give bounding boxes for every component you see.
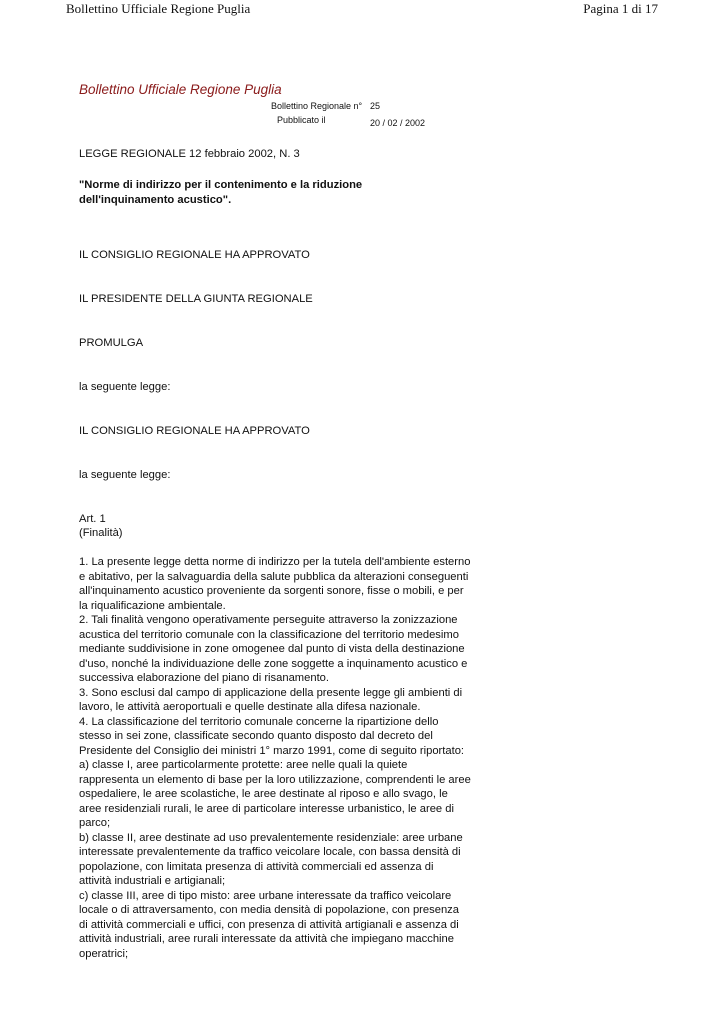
article-line: c) classe III, aree di tipo misto: aree urbane interessate da traffico veicolare <box>79 889 452 902</box>
article-line: locale o di attraversamento, con media densità di popolazione, con presenza <box>79 904 459 916</box>
article-line: popolazione, con limitata presenza di attività commerciali ed assenza di <box>79 860 434 873</box>
preamble-president: IL PRESIDENTE DELLA GIUNTA REGIONALE <box>79 293 313 305</box>
article-line: aree residenziali rurali, le aree di particolare interesse urbanistico, le aree di <box>79 802 454 815</box>
article-line: 3. Sono esclusi dal campo di applicazione della presente legge gli ambienti di <box>79 686 463 699</box>
article-line: b) classe II, aree destinate ad uso prevalentemente residenziale: aree urbane <box>79 831 463 844</box>
article-line: all'inquinamento acustico proveniente da sorgenti sonore, fisse o mobili, e per <box>79 585 464 597</box>
article-line: acustica del territorio comunale con la classificazione del territorio medesimo <box>79 628 459 641</box>
article-line: 4. La classificazione del territorio comunale concerne la ripartizione dello <box>79 715 439 728</box>
article-line: successiva elaborazione del piano di risanamento. <box>79 672 330 684</box>
article-body <box>79 555 484 961</box>
article-line: interessate prevalentemente da traffico veicolare locale, con bassa densità di <box>79 846 461 858</box>
article-line: attività industriali, aree rurali interessate da attività che impiegano macchine <box>79 933 454 945</box>
preamble-following-law-2: la seguente legge: <box>79 469 171 481</box>
document-body <box>79 82 489 961</box>
print-header <box>0 0 724 20</box>
bulletin-number-value: 25 <box>370 101 381 111</box>
article-heading: (Finalità) <box>79 527 123 539</box>
article-line: d'uso, nonché la individuazione delle zone soggette a inquinamento acustico e <box>79 657 468 670</box>
article-line: la riqualificazione ambientale. <box>79 599 226 612</box>
published-date: 20 / 02 / 2002 <box>370 118 426 128</box>
article-line: 2. Tali finalità vengono operativamente perseguite attraverso la zonizzazione <box>79 614 458 626</box>
bulletin-meta <box>79 99 489 133</box>
preamble-promulga: PROMULGA <box>79 337 144 349</box>
article-line: a) classe I, aree particolarmente protette: aree nelle quali la quiete <box>79 759 408 771</box>
article-line: mediante suddivisione in zone omogenee dal punto di vista della destinazione <box>79 643 465 655</box>
article-line: ospedaliere, le aree scolastiche, le aree destinate al riposo e allo svago, le <box>79 788 448 800</box>
article-line: parco; <box>79 817 111 829</box>
law-subject: "Norme di indirizzo per il contenimento e la riduzione dell'inquinamento acustico". <box>79 179 363 206</box>
article-line: Presidente del Consiglio dei ministri 1° marzo 1991, come di seguito riportato: <box>79 744 465 757</box>
article-number: Art. 1 <box>79 513 106 525</box>
preamble-following-law: la seguente legge: <box>79 381 171 393</box>
article-line: e abitativo, per la salvaguardia della salute pubblica da alterazioni conseguenti <box>79 570 469 583</box>
published-label: Pubblicato il <box>277 115 326 125</box>
page-counter: Pagina 1 di 17 <box>583 1 658 16</box>
preamble-council-approved: IL CONSIGLIO REGIONALE HA APPROVATO <box>79 249 310 261</box>
law-title: LEGGE REGIONALE 12 febbraio 2002, N. 3 <box>79 148 300 160</box>
article-line: 1. La presente legge detta norme di indirizzo per la tutela dell'ambiente esterno <box>79 556 471 568</box>
article-line: di attività commerciali e uffici, con presenza di attività artigianali e assenza di <box>79 918 459 931</box>
bulletin-number-label: Bollettino Regionale n° <box>271 101 363 111</box>
bulletin-title: Bollettino Ufficiale Regione Puglia <box>79 82 282 97</box>
article-line: attività industriali e artigianali; <box>79 875 226 887</box>
article-line: rappresenta un elemento di base per la loro utilizzazione, comprendenti le aree <box>79 773 471 786</box>
preamble-council-approved-2: IL CONSIGLIO REGIONALE HA APPROVATO <box>79 425 310 437</box>
print-header-title: Bollettino Ufficiale Regione Puglia <box>66 1 251 16</box>
article-line: operatrici; <box>79 947 129 960</box>
article-line: stesso in sei zone, classificate secondo quanto disposto dal decreto del <box>79 730 433 742</box>
article-line: lavoro, le attività aeroportuali e quelle destinate alla difesa nazionale. <box>79 701 421 713</box>
article-header <box>79 512 489 540</box>
